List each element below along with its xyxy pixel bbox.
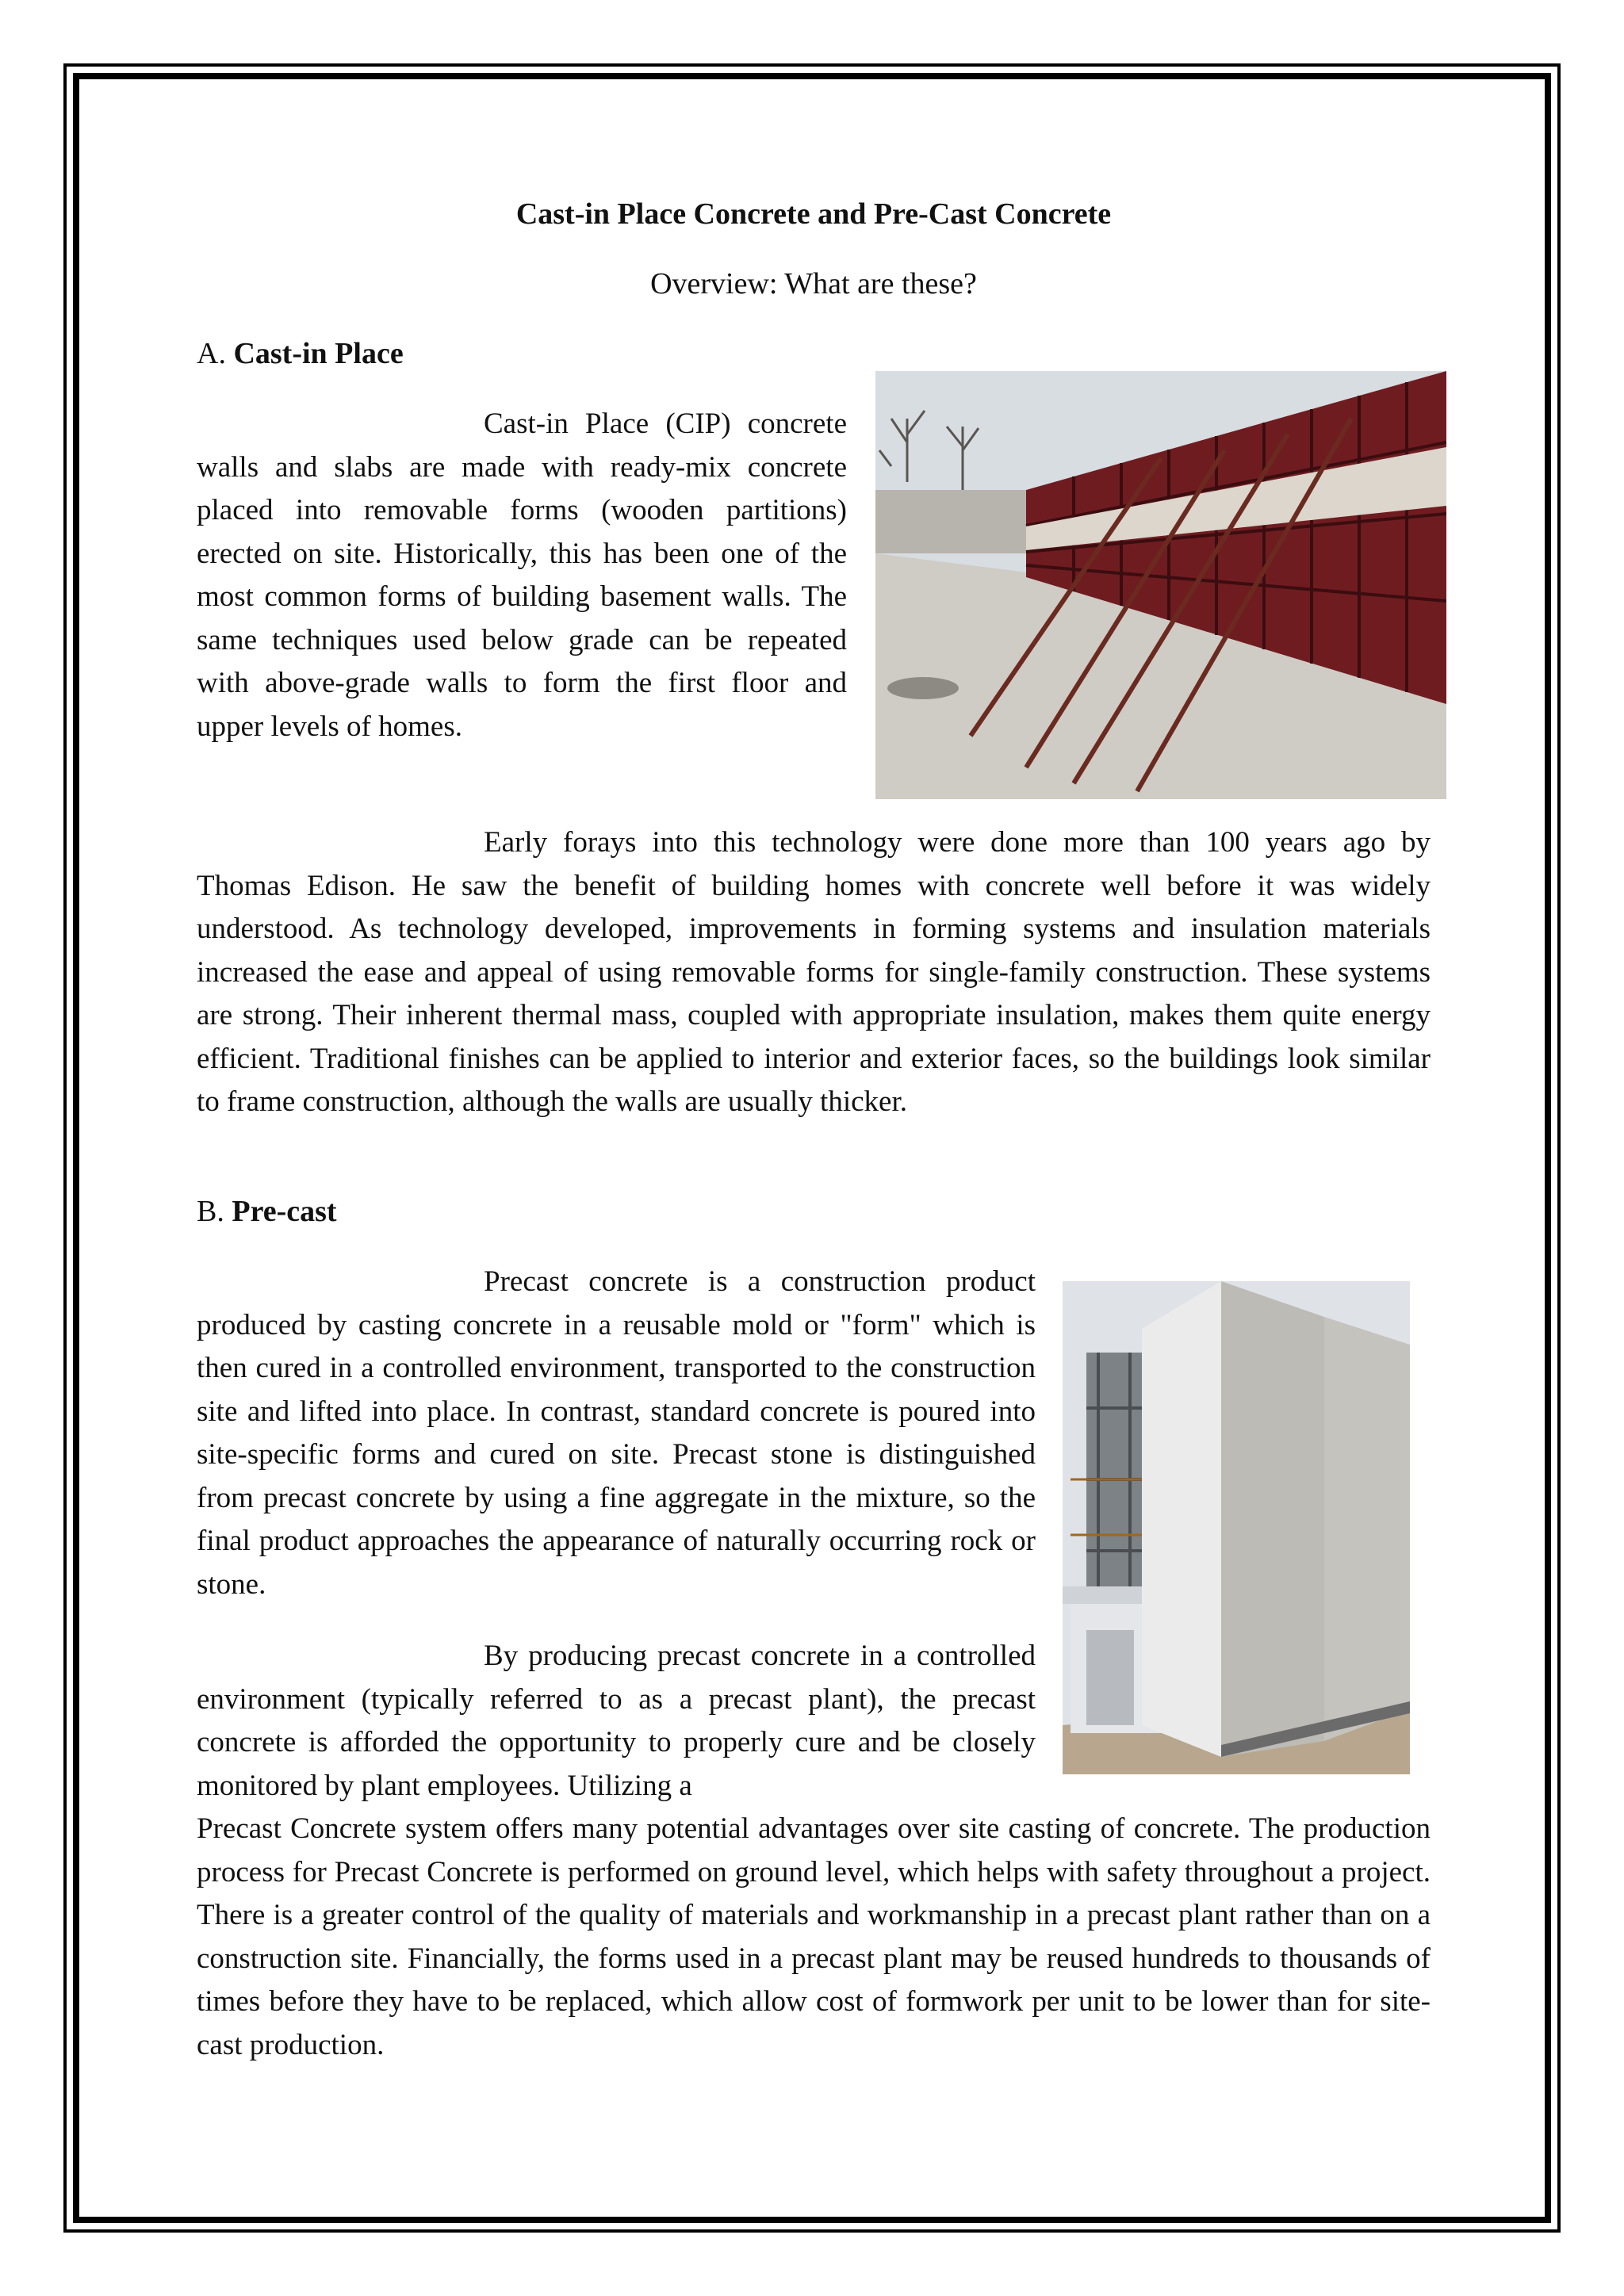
document-subtitle: Overview: What are these?: [650, 267, 977, 300]
precast-wall-photo: [1063, 1281, 1410, 1774]
cast-in-place-formwork-photo: [875, 371, 1446, 799]
section-b-paragraph-2-continued: Precast Concrete system offers many potential advantages over site casting of concrete. The production process for Precast Concrete is performed on ground level, which helps with safety throughout a project. There is a greater control of the quality of materials and workmanship in a precast plant rather than on a construction site. Financially, the forms used in a precast plant may be reused hundreds to thousands of times before they have to be replaced, which allow cost of formwork per unit to be lower than for site-cast production.: [197, 1812, 1431, 2061]
section-a-paragraph-2: Early forays into this technology were done more than 100 years ago by Thomas Edison. He saw the benefit of building homes with concrete well before it was widely understood. As technology developed, improvements in forming systems and insulation materials increased the ease and appeal of using removable forms for single-family construction. These systems are strong. Their inherent thermal mass, coupled with appropriate insulation, makes them quite energy efficient. Traditional finishes can be applied to interior and exterior faces, so the buildings look similar to frame construction, although the walls are usually thicker.: [197, 826, 1431, 1118]
section-a-heading: [197, 330, 404, 377]
document-title: Cast-in Place Concrete and Pre-Cast Concrete: [515, 197, 1112, 231]
section-a-letter: A.: [197, 337, 226, 370]
section-a-title: Cast-in Place: [233, 337, 404, 370]
section-b-paragraph-2-wrapped: By producing precast concrete in a controlled environment (typically referred to as a precast plant), the precast concrete is afforded the opportunity to properly cure and be closely monitored by plant employees. Utilizing a: [197, 1640, 1036, 1802]
section-b-heading: [197, 1188, 337, 1235]
section-b-letter: B.: [197, 1195, 224, 1228]
section-b-title: Pre-cast: [232, 1195, 337, 1228]
section-a-paragraph-1: Cast-in Place (CIP) concrete walls and slabs are made with ready-mix concrete placed into removable forms (wooden partitions) erected on site. Historically, this has been one of the most common forms of building basement walls. The same techniques used below grade can be repeated with above-grade walls to form the first floor and upper levels of homes.: [197, 408, 847, 743]
section-b-paragraph-1: Precast concrete is a construction product produced by casting concrete in a reusable mold or "form" which is then cured in a controlled environment, transported to the construction site and lifted into place. In contrast, standard concrete is poured into site-specific forms and cured on site. Precast stone is distinguished from precast concrete by using a fine aggregate in the mixture, so the final product approaches the appearance of naturally occurring rock or stone.: [197, 1265, 1036, 1601]
